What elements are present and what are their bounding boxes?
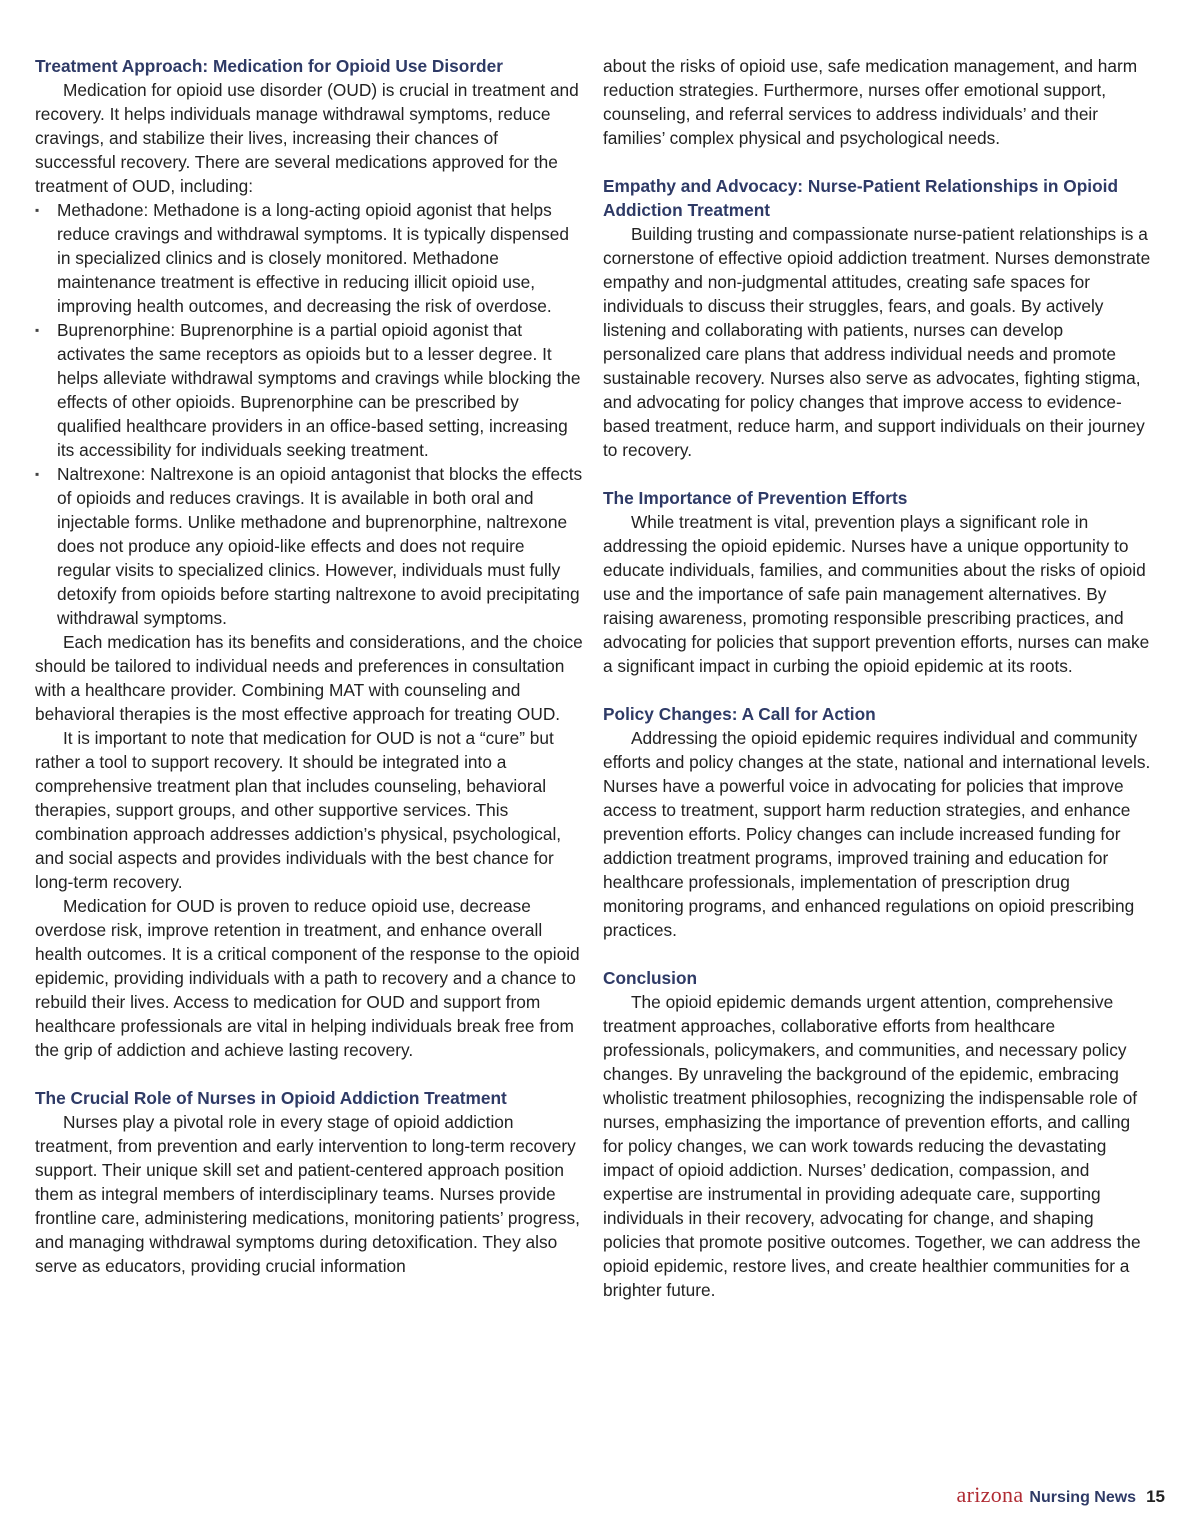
paragraph-oud-intro: Medication for opioid use disorder (OUD) is crucial in treatment and recovery. It helps individuals manage withdrawal symptoms, reduce cravings, and stabilize their lives, increasing their chances of successful recovery. There are several medications approved for the treatment of OUD, including: xyxy=(35,80,579,196)
paragraph-prevention: While treatment is vital, prevention plays a significant role in addressing the opioid epidemic. Nurses have a unique opportunity to educate individuals, families, and communities about the risks of opioid use and the importance of safe pain management alternatives. By raising awareness, promoting responsible prescribing practices, and advocating for policies that support prevention efforts, nurses can make a significant impact in curbing the opioid epidemic at its roots. xyxy=(603,512,1150,676)
spacer xyxy=(603,462,1153,486)
section-heading-treatment-approach: Treatment Approach: Medication for Opioid Use Disorder xyxy=(35,56,503,76)
paragraph-nurse-patient-relationships: Building trusting and compassionate nurse-patient relationships is a cornerstone of effective opioid addiction treatment. Nurses demonstrate empathy and non-judgmental attitudes, creating safe spaces for individuals to discuss their struggles, fears, and goals. By actively listening and collaborating with patients, nurses can develop personalized care plans that address individual needs and promote sustainable recovery. Nurses also serve as advocates, fighting stigma, and advocating for policy changes that improve access to evidence-based treatment, reduce harm, and support individuals on their journey to recovery. xyxy=(603,224,1151,460)
spacer xyxy=(603,150,1153,174)
paragraph-medication-considerations: Each medication has its benefits and considerations, and the choice should be tailored to individual needs and preferences in consultation with a healthcare provider. Combining MAT with counseling and behavioral therapies is the most effective approach for treating OUD. xyxy=(35,632,583,724)
paragraph-nurses-role: Nurses play a pivotal role in every stage of opioid addiction treatment, from prevention and early intervention to long-term recovery support. Their unique skill set and patient-centered approach position them as integral members of interdisciplinary teams. Nurses provide frontline care, administering medications, monitoring patients’ progress, and managing withdrawal symptoms during detoxification. They also serve as educators, providing crucial information xyxy=(35,1112,580,1276)
section-heading-policy-changes: Policy Changes: A Call for Action xyxy=(603,704,876,724)
right-column xyxy=(603,54,1153,1302)
publication-logo: arizona xyxy=(956,1482,1024,1507)
section-heading-role-of-nurses: The Crucial Role of Nurses in Opioid Addiction Treatment xyxy=(35,1088,507,1108)
spacer xyxy=(603,942,1153,966)
list-item-methadone: ▪ Methadone: Methadone is a long-acting opioid agonist that helps reduce cravings and withdrawal symptoms. It is typically dispensed in specialized clinics and is closely monitored. Methadone maintenance treatment is effective in reducing illicit opioid use, improving health outcomes, and decreasing the risk of overdose. xyxy=(35,198,583,318)
paragraph-policy-changes: Addressing the opioid epidemic requires individual and community efforts and policy changes at the state, national and international levels. Nurses have a powerful voice in advocating for policies that improve access to treatment, support harm reduction strategies, and enhance prevention efforts. Policy changes can include increased funding for addiction treatment programs, improved training and education for healthcare professionals, implementation of prescription drug monitoring programs, and enhanced regulations on opioid prescribing practices. xyxy=(603,728,1151,940)
page-number: 15 xyxy=(1146,1487,1165,1506)
spacer xyxy=(603,678,1153,702)
list-item-buprenorphine: ▪ Buprenorphine: Buprenorphine is a partial opioid agonist that activates the same receptors as opioids but to a lesser degree. It helps alleviate withdrawal symptoms and cravings while blocking the effects of other opioids. Buprenorphine can be prescribed by qualified healthcare providers in an office-based setting, increasing its accessibility for individuals seeking treatment. xyxy=(35,318,583,462)
medication-list xyxy=(35,198,583,630)
paragraph-not-a-cure: It is important to note that medication for OUD is not a “cure” but rather a tool to support recovery. It should be integrated into a comprehensive treatment plan that includes counseling, behavioral therapies, support groups, and other supportive services. This combination approach addresses addiction’s physical, psychological, and social aspects and provides individuals with the best chance for long-term recovery. xyxy=(35,728,562,892)
spacer xyxy=(35,1062,583,1086)
paragraph-conclusion: The opioid epidemic demands urgent attention, comprehensive treatment approaches, collaborative efforts from healthcare professionals, policymakers, and communities, and necessary policy changes. By unraveling the background of the epidemic, embracing wholistic treatment philosophies, recognizing the indispensable role of nurses, emphasizing the importance of prevention efforts, and calling for policy changes, we can work towards reducing the devastating impact of opioid addiction. Nurses’ dedication, compassion, and expertise are instrumental in providing adequate care, supporting individuals in their recovery, advocating for change, and shaping policies that promote positive outcomes. Together, we can address the opioid epidemic, restore lives, and create healthier communities for a brighter future. xyxy=(603,992,1141,1300)
section-heading-empathy-advocacy: Empathy and Advocacy: Nurse-Patient Relationships in Opioid Addiction Treatment xyxy=(603,176,1119,220)
section-heading-conclusion: Conclusion xyxy=(603,968,698,988)
list-item-naltrexone: ▪ Naltrexone: Naltrexone is an opioid antagonist that blocks the effects of opioids and reduces cravings. It is available in both oral and injectable forms. Unlike methadone and buprenorphine, naltrexone does not produce any opioid-like effects and does not require regular visits to specialized clinics. However, individuals must fully detoxify from opioids before starting naltrexone to avoid precipitating withdrawal symptoms. xyxy=(35,462,583,630)
section-heading-prevention: The Importance of Prevention Efforts xyxy=(603,488,908,508)
publication-name: Nursing News xyxy=(1029,1489,1137,1506)
paragraph-proven-outcomes: Medication for OUD is proven to reduce opioid use, decrease overdose risk, improve retention in treatment, and enhance overall health outcomes. It is a critical component of the response to the opioid epidemic, providing individuals with a path to recovery and a chance to rebuild their lives. Access to medication for OUD and support from healthcare professionals are vital in helping individuals break free from the grip of addiction and achieve lasting recovery. xyxy=(35,896,580,1060)
page-footer xyxy=(957,1482,1165,1508)
paragraph-nurses-role-continued: about the risks of opioid use, safe medication management, and harm reduction strategies. Furthermore, nurses offer emotional support, counseling, and referral services to address individuals’ and their families’ complex physical and psychological needs. xyxy=(603,56,1138,148)
left-column xyxy=(35,54,583,1278)
